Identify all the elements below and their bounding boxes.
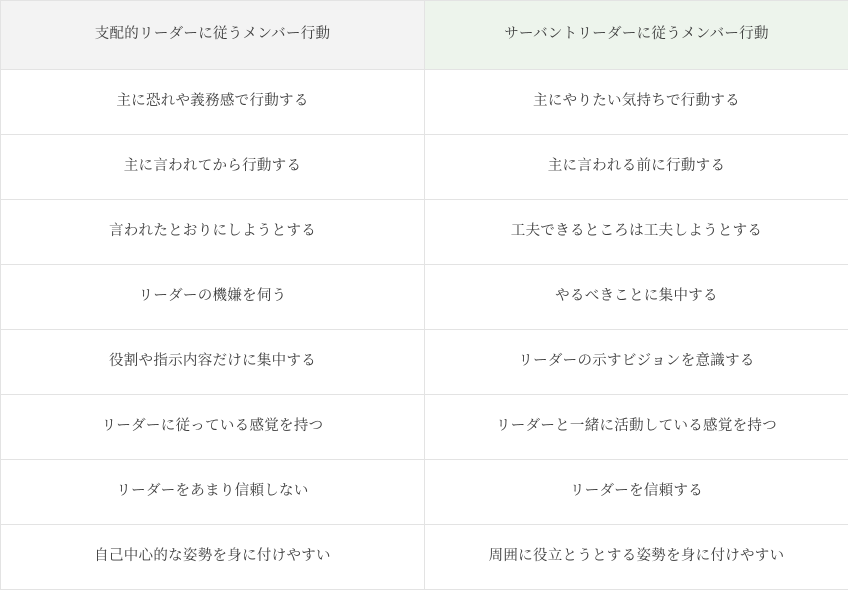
cell-dominant-4: リーダーの機嫌を伺う [1,265,425,330]
cell-dominant-3: 言われたとおりにしようとする [1,200,425,265]
table-row [1,330,848,395]
table-row [1,525,848,590]
table-body [1,70,848,590]
table-row [1,265,848,330]
table-row [1,200,848,265]
column-header-servant-leader: サーバントリーダーに従うメンバー行動 [425,1,848,70]
table-row [1,135,848,200]
cell-dominant-1: 主に恐れや義務感で行動する [1,70,425,135]
cell-servant-5: リーダーの示すビジョンを意識する [425,330,848,395]
table-header-row [1,1,848,70]
cell-servant-2: 主に言われる前に行動する [425,135,848,200]
cell-servant-4: やるべきことに集中する [425,265,848,330]
table-row [1,395,848,460]
table-row [1,70,848,135]
cell-dominant-5: 役割や指示内容だけに集中する [1,330,425,395]
cell-servant-7: リーダーを信頼する [425,460,848,525]
cell-dominant-2: 主に言われてから行動する [1,135,425,200]
cell-servant-3: 工夫できるところは工夫しようとする [425,200,848,265]
cell-dominant-8: 自己中心的な姿勢を身に付けやすい [1,525,425,590]
cell-servant-6: リーダーと一緒に活動している感覚を持つ [425,395,848,460]
table-row [1,460,848,525]
column-header-dominant-leader: 支配的リーダーに従うメンバー行動 [1,1,425,70]
cell-dominant-6: リーダーに従っている感覚を持つ [1,395,425,460]
cell-servant-8: 周囲に役立とうとする姿勢を身に付けやすい [425,525,848,590]
cell-servant-1: 主にやりたい気持ちで行動する [425,70,848,135]
table-header [1,1,848,70]
cell-dominant-7: リーダーをあまり信頼しない [1,460,425,525]
